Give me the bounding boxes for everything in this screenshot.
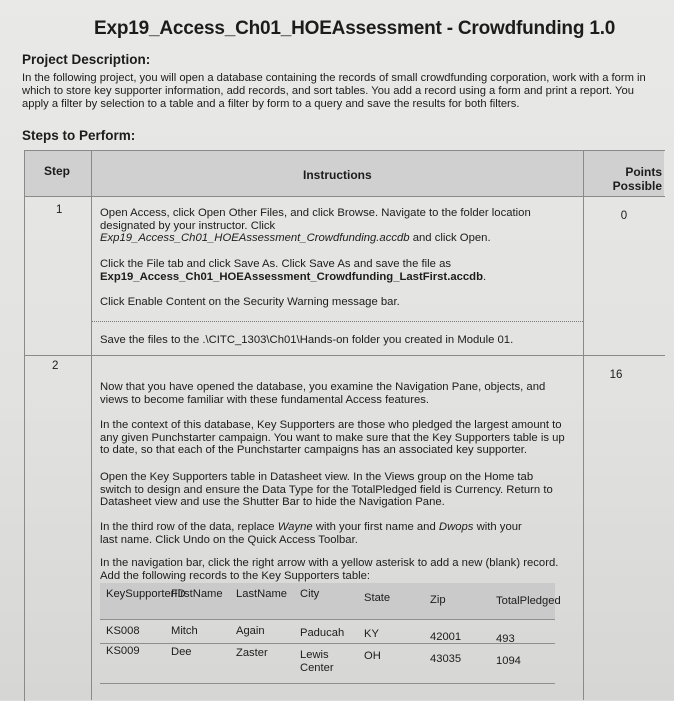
column-divider-points [583,150,584,700]
records-cell: Dee [171,646,192,658]
step2-p4-word-dwops: Dwops [438,521,474,533]
step2-paragraph-3: Open the Key Supporters table in Datasheet view. In the Views group on the Home tab switch to design and ensure the Data Type for the TotalPledged field is Currency. Return to Datasheet view and use the Shutter Bar to hide the Navigation Pane. [100,471,553,509]
records-cell: 1094 [496,655,521,667]
header-instructions: Instructions [303,168,372,182]
records-cell: 493 [496,633,515,645]
records-header-cell: KeySupporterID [106,588,186,600]
header-row-divider [24,196,665,197]
project-description-heading: Project Description: [22,52,151,67]
step2-paragraph-1: Now that you have opened the database, you examine the Navigation Pane, objects, and views to become familiar with these fundamental Access features. [100,381,546,406]
records-cell: KS009 [106,645,140,657]
records-cell: Again [236,625,265,637]
records-row-divider [100,643,555,644]
document-title: Exp19_Access_Ch01_HOEAssessment - Crowdfunding 1.0 [94,18,616,39]
step2-p4-word-wayne: Wayne [277,521,313,533]
records-header-cell: TotalPledged [496,595,561,607]
steps-heading: Steps to Perform: [22,128,136,143]
records-bottom-border [100,683,555,684]
records-cell: 43035 [430,653,462,665]
step2-paragraph-2: In the context of this database, Key Supporters are those who pledged the largest amount to any given Punchstarter campaign. You want to make sure that the Key Supporters table is up to date, so that each of the Punchstarter campaigns has an associated key supporter. [100,419,565,457]
step1-saveas-text: Click the File tab and click Save As. Click Save As and save the file as [100,258,451,270]
column-divider-step [91,150,92,700]
step1-target-filename: Exp19_Access_Ch01_HOEAssessment_Crowdfunding_LastFirst.accdb [100,270,483,283]
step-points: 16 [609,369,623,381]
records-cell: Mitch [171,625,198,637]
records-cell: KY [364,628,379,640]
step2-p4-text-a: In the third row of the data, replace [100,521,275,533]
header-step: Step [44,164,71,178]
step1-source-filename: Exp19_Access_Ch01_HOEAssessment_Crowdfunding.accdb [100,232,410,245]
step-points: 0 [620,210,628,222]
records-cell: 42001 [430,631,462,643]
step2-p4-text-b: with your first name and [315,521,436,533]
records-cell: KS008 [106,625,140,637]
project-description-text: In the following project, you will open a database containing the records of small crowdfunding corporation, work with a form in which to store key supporter information, add records, and sort tables. You add a record using a form and print a report. You apply a filter by selection to a table and a filter by form to a query and save the results for both filters. [22,72,646,110]
step1-open-text-end: and click Open. [412,232,491,245]
records-header-cell: City [300,588,320,600]
step2-paragraph-4 [100,521,540,546]
step1-paragraph-savefolder: Save the files to the .\CITC_1303\Ch01\Hands-on folder you created in Module 01. [100,334,514,346]
step1-paragraph-open [100,207,540,245]
records-cell: Lewis Center [300,649,334,674]
step1-saveas-end: . [482,270,487,283]
step1-open-text: Open Access, click Open Other Files, and click Browse. Navigate to the folder location designated by your instructor. Click [100,207,531,232]
records-cell: Paducah [300,627,345,639]
step1-paragraph-enable: Click Enable Content on the Security Warning message bar. [100,296,400,308]
records-header-cell: FirstName [171,588,223,600]
records-cell: OH [364,650,381,662]
step2-p4-text-c: with your last name. Click Undo on the Quick Access Toolbar. [100,521,522,546]
dotted-divider [92,321,583,322]
step-row-divider [24,355,665,356]
records-header-cell: State [364,592,391,604]
records-header-cell: Zip [430,594,446,606]
step-number: 1 [56,204,63,216]
step-number: 2 [52,360,59,372]
records-header-divider [100,619,555,620]
header-points-possible: Points Possible [612,165,662,193]
key-supporters-records-table [100,583,561,683]
records-cell: Zaster [236,647,268,659]
step1-paragraph-saveas [100,258,500,283]
step2-paragraph-5: In the navigation bar, click the right arrow with a yellow asterisk to add a new (blank) record. Add the following records to the Key Supporters table: [100,557,559,582]
records-header-cell: LastName [236,588,287,600]
